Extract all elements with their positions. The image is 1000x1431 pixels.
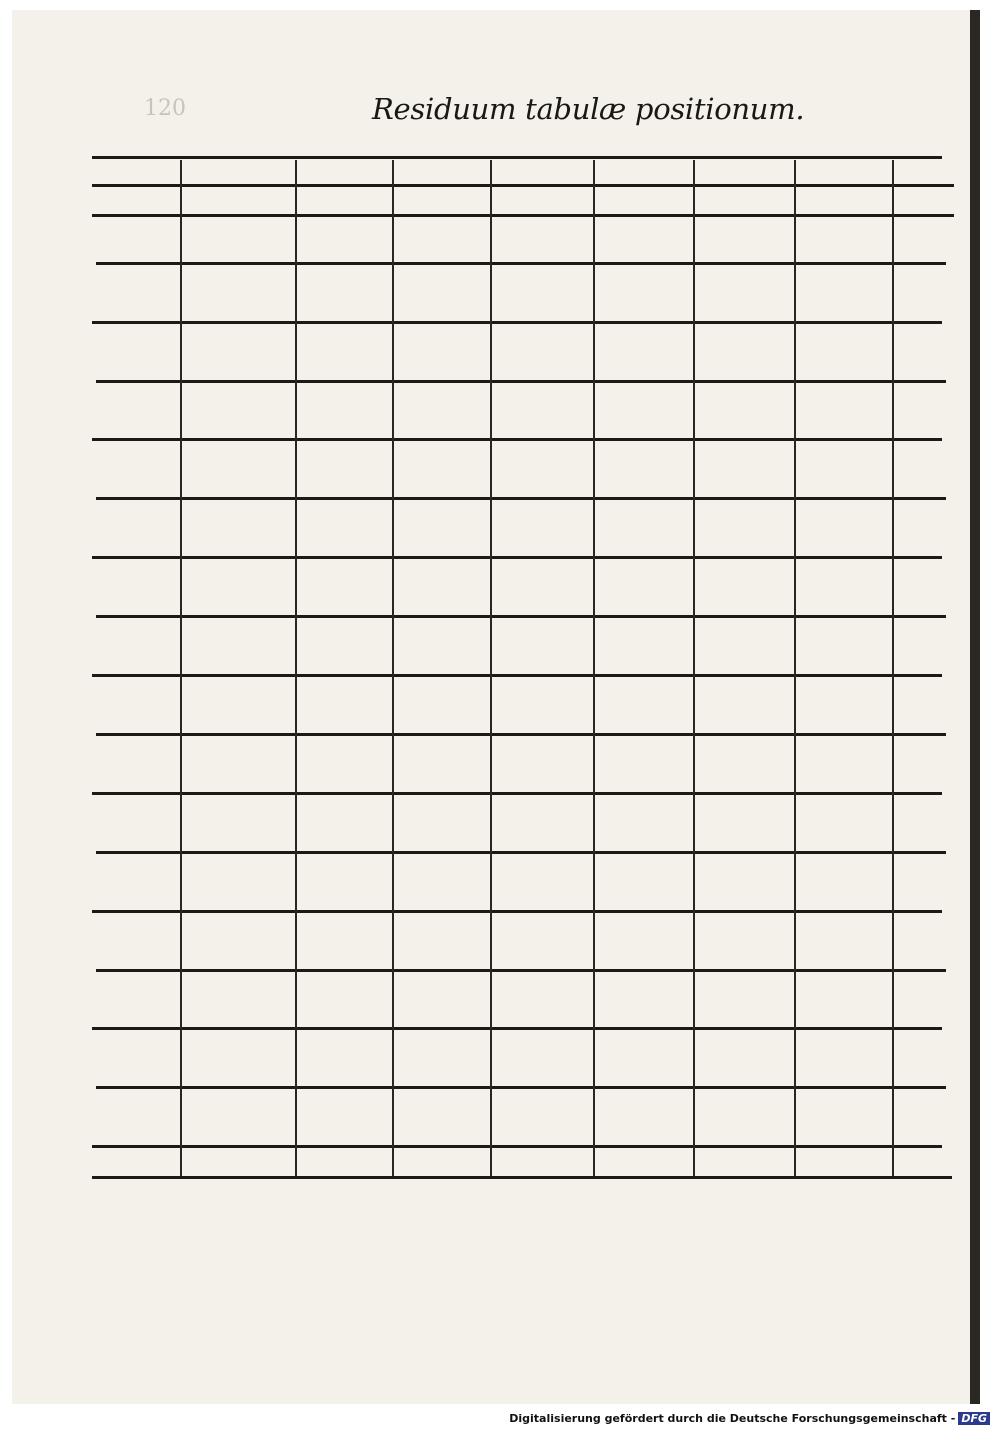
digitization-credit [509, 1412, 990, 1425]
table-rule [92, 1027, 942, 1030]
page-number: 120 [144, 96, 186, 121]
column-divider [593, 160, 595, 1176]
table-rule [92, 184, 954, 187]
column-divider [392, 160, 394, 1176]
page-title: Residuum tabulæ positionum. [372, 92, 805, 126]
positions-table [92, 156, 954, 1150]
table-rule [92, 792, 942, 795]
table-rule [92, 674, 942, 677]
column-divider [892, 160, 894, 1176]
table-rule [96, 1086, 946, 1089]
table-rule [96, 380, 946, 383]
table-rule [96, 497, 946, 500]
column-divider [693, 160, 695, 1176]
credit-text: Digitalisierung gefördert durch die Deutsche Forschungsgemeinschaft - [509, 1412, 956, 1425]
dfg-logo: DFG [958, 1412, 990, 1425]
table-rule [96, 262, 946, 265]
column-divider [295, 160, 297, 1176]
table-rule [96, 615, 946, 618]
column-divider [180, 160, 182, 1176]
book-page [12, 10, 980, 1404]
table-rule [92, 556, 942, 559]
table-rule [96, 733, 946, 736]
table-rule [92, 1145, 942, 1148]
column-divider [794, 160, 796, 1176]
table-rule [96, 969, 946, 972]
table-rule [92, 1176, 952, 1179]
table-rule [92, 156, 942, 159]
table-rule [92, 910, 942, 913]
table-rule [92, 321, 942, 324]
column-divider [490, 160, 492, 1176]
table-rule [92, 438, 942, 441]
table-rule [96, 851, 946, 854]
table-rule [92, 214, 954, 217]
